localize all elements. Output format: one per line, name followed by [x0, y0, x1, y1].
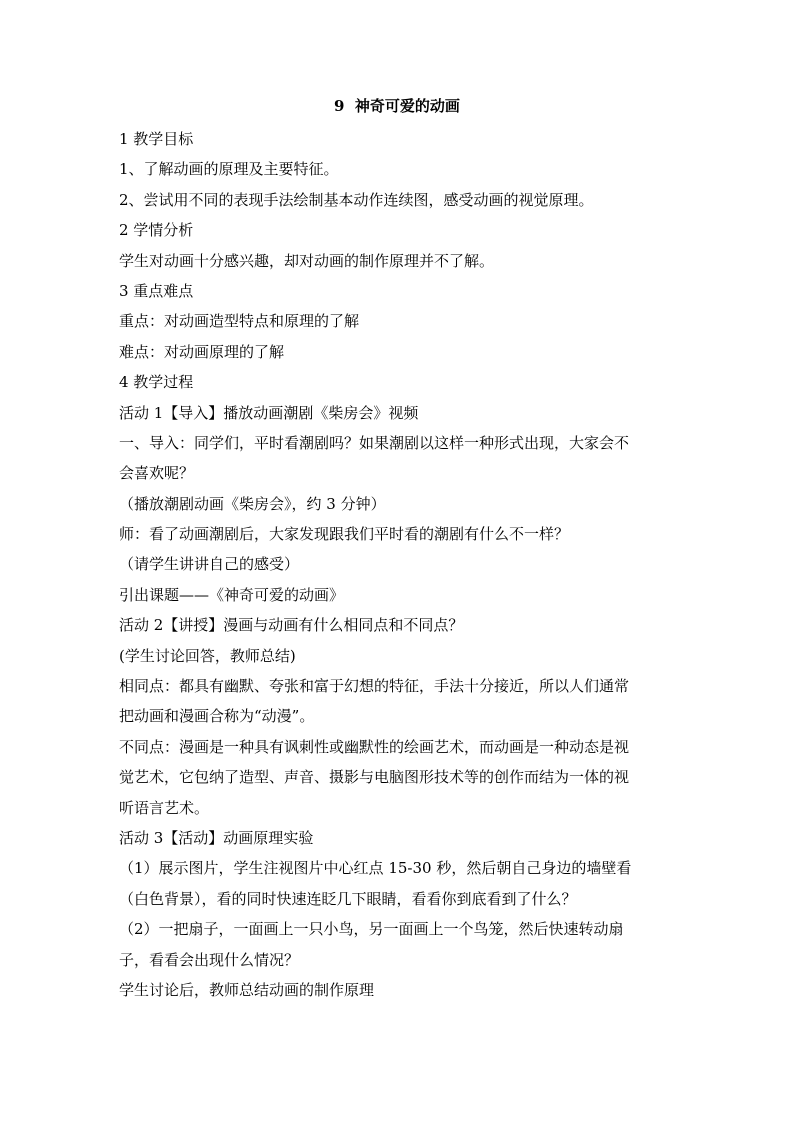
section-heading-key-points: 3 重点难点 — [119, 281, 194, 300]
activity-2-heading: 活动 2【讲授】漫画与动画有什么相同点和不同点？ — [119, 616, 464, 635]
paragraph-line: （2）一把扇子，一面画上一只小鸟，另一面画上一个鸟笼，然后快速转动扇 — [119, 920, 624, 939]
key-point-text: 重点：对动画造型特点和原理的了解 — [119, 312, 360, 331]
activity-1-heading: 活动 1【导入】播放动画潮剧《柴房会》视频 — [119, 403, 419, 422]
objective-item-2: 2、尝试用不同的表现手法绘制基本动作连续图，感受动画的视觉原理。 — [119, 190, 594, 209]
section-heading-analysis: 2 学情分析 — [119, 221, 194, 240]
paragraph-line: （请学生讲讲自己的感受） — [119, 555, 300, 574]
paragraph-line: 相同点：都具有幽默、夸张和富于幻想的特征，手法十分接近，所以人们通常 — [119, 677, 630, 696]
paragraph-line: 觉艺术，它包纳了造型、声音、摄影与电脑图形技术等的创作而结为一体的视 — [119, 768, 630, 787]
paragraph-line: 会喜欢呢？ — [119, 464, 195, 483]
section-heading-objectives: 1 教学目标 — [119, 130, 194, 148]
paragraph-line: （白色背景），看的同时快速连眨几下眼睛，看看你到底看到了什么？ — [119, 889, 577, 908]
objective-item-1: 1、了解动画的原理及主要特征。 — [119, 160, 339, 179]
paragraph-line: 不同点：漫画是一种具有讽刺性或幽默性的绘画艺术，而动画是一种动态是视 — [119, 737, 630, 756]
paragraph-line: (学生讨论回答，教师总结) — [119, 646, 296, 665]
paragraph-line: （1）展示图片，学生注视图片中心红点 15-30 秒，然后朝自己身边的墙壁看 — [119, 859, 632, 878]
paragraph-line: （播放潮剧动画《柴房会》，约 3 分钟） — [119, 494, 386, 513]
paragraph-line: 师：看了动画潮剧后，大家发现跟我们平时看的潮剧有什么不一样？ — [119, 525, 570, 544]
analysis-text: 学生对动画十分感兴趣，却对动画的制作原理并不了解。 — [119, 251, 495, 270]
document-body — [119, 124, 675, 1005]
paragraph-line: 听语言艺术。 — [119, 798, 210, 817]
paragraph-line: 引出课题——《神奇可爱的动画》 — [119, 585, 345, 604]
paragraph-line: 把动画和漫画合称为“动漫”。 — [119, 707, 315, 726]
document-title: 9 神奇可爱的动画 — [334, 97, 460, 115]
difficulty-text: 难点：对动画原理的了解 — [119, 342, 285, 361]
paragraph-line: 学生讨论后，教师总结动画的制作原理 — [119, 980, 375, 999]
paragraph-line: 子，看看会出现什么情况？ — [119, 950, 300, 969]
section-heading-process: 4 教学过程 — [119, 373, 194, 392]
activity-3-heading: 活动 3【活动】动画原理实验 — [119, 828, 314, 847]
paragraph-line: 一、导入：同学们，平时看潮剧吗？如果潮剧以这样一种形式出现，大家会不 — [119, 433, 630, 452]
